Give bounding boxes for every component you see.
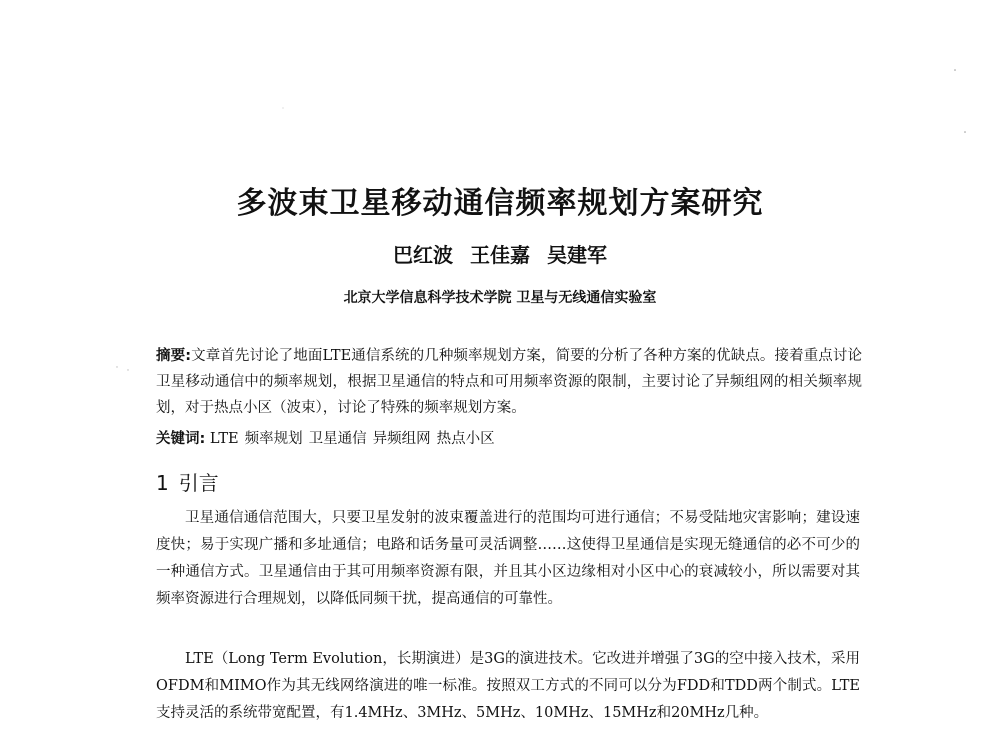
body-paragraph: LTE（Long Term Evolution，长期演进）是3G的演进技术。它改进并增强了3G的空中接入技术，采用OFDM和MIMO作为其无线网络演进的唯一标准。按照双工方式的不同可以分为FDD和TDD两个制式。LTE支持灵活的系统带宽配置，有1.4MHz、3MHz、5MHz、10MHz、15MHz和20MHz几种。: [156, 651, 860, 721]
abstract: [156, 343, 862, 421]
author-list: [0, 240, 1000, 270]
author-name: 吴建军: [546, 243, 607, 267]
scan-speck: [116, 366, 117, 367]
body-paragraph: 卫星通信通信范围大，只要卫星发射的波束覆盖进行的范围均可进行通信；不易受陆地灾害影响；建设速度快；易于实现广播和多址通信；电路和话务量可灵活调整……这使得卫星通信是实现无缝通信的必不可少的一种通信方式。卫星通信由于其可用频率资源有限，并且其小区边缘相对小区中心的衰减较小，所以需要对其频率资源进行合理规划，以降低同频干扰，提高通信的可靠性。: [156, 510, 860, 607]
keyword: 异频组网: [372, 431, 431, 447]
keyword: LTE: [209, 431, 239, 447]
abstract-label: 摘要:: [156, 348, 191, 364]
section-number: 1: [156, 471, 169, 495]
paper-title: 多波束卫星移动通信频率规划方案研究: [236, 186, 764, 221]
scan-speck: [964, 131, 966, 133]
keyword: 卫星通信: [308, 431, 367, 447]
affiliation: 北京大学信息科学技术学院 卫星与无线通信实验室: [343, 290, 657, 306]
keyword: 热点小区: [436, 431, 495, 447]
author-name: 巴红波: [393, 243, 454, 267]
keyword: 频率规划: [244, 431, 303, 447]
author-name: 王佳嘉: [470, 243, 530, 267]
keywords-label: 关键词:: [156, 431, 206, 447]
keywords: [156, 426, 862, 452]
scan-speck: [954, 69, 956, 71]
abstract-text: 文章首先讨论了地面LTE通信系统的几种频率规划方案，简要的分析了各种方案的优缺点。接着重点讨论卫星移动通信中的频率规划，根据卫星通信的特点和可用频率资源的限制，主要讨论了异频组网的相关频率规划，对于热点小区（波束），讨论了特殊的频率规划方案。: [156, 348, 862, 416]
section-heading: [156, 468, 219, 498]
scan-speck: [282, 107, 283, 108]
scan-speck: [127, 369, 128, 370]
section-title: 引言: [178, 471, 219, 495]
